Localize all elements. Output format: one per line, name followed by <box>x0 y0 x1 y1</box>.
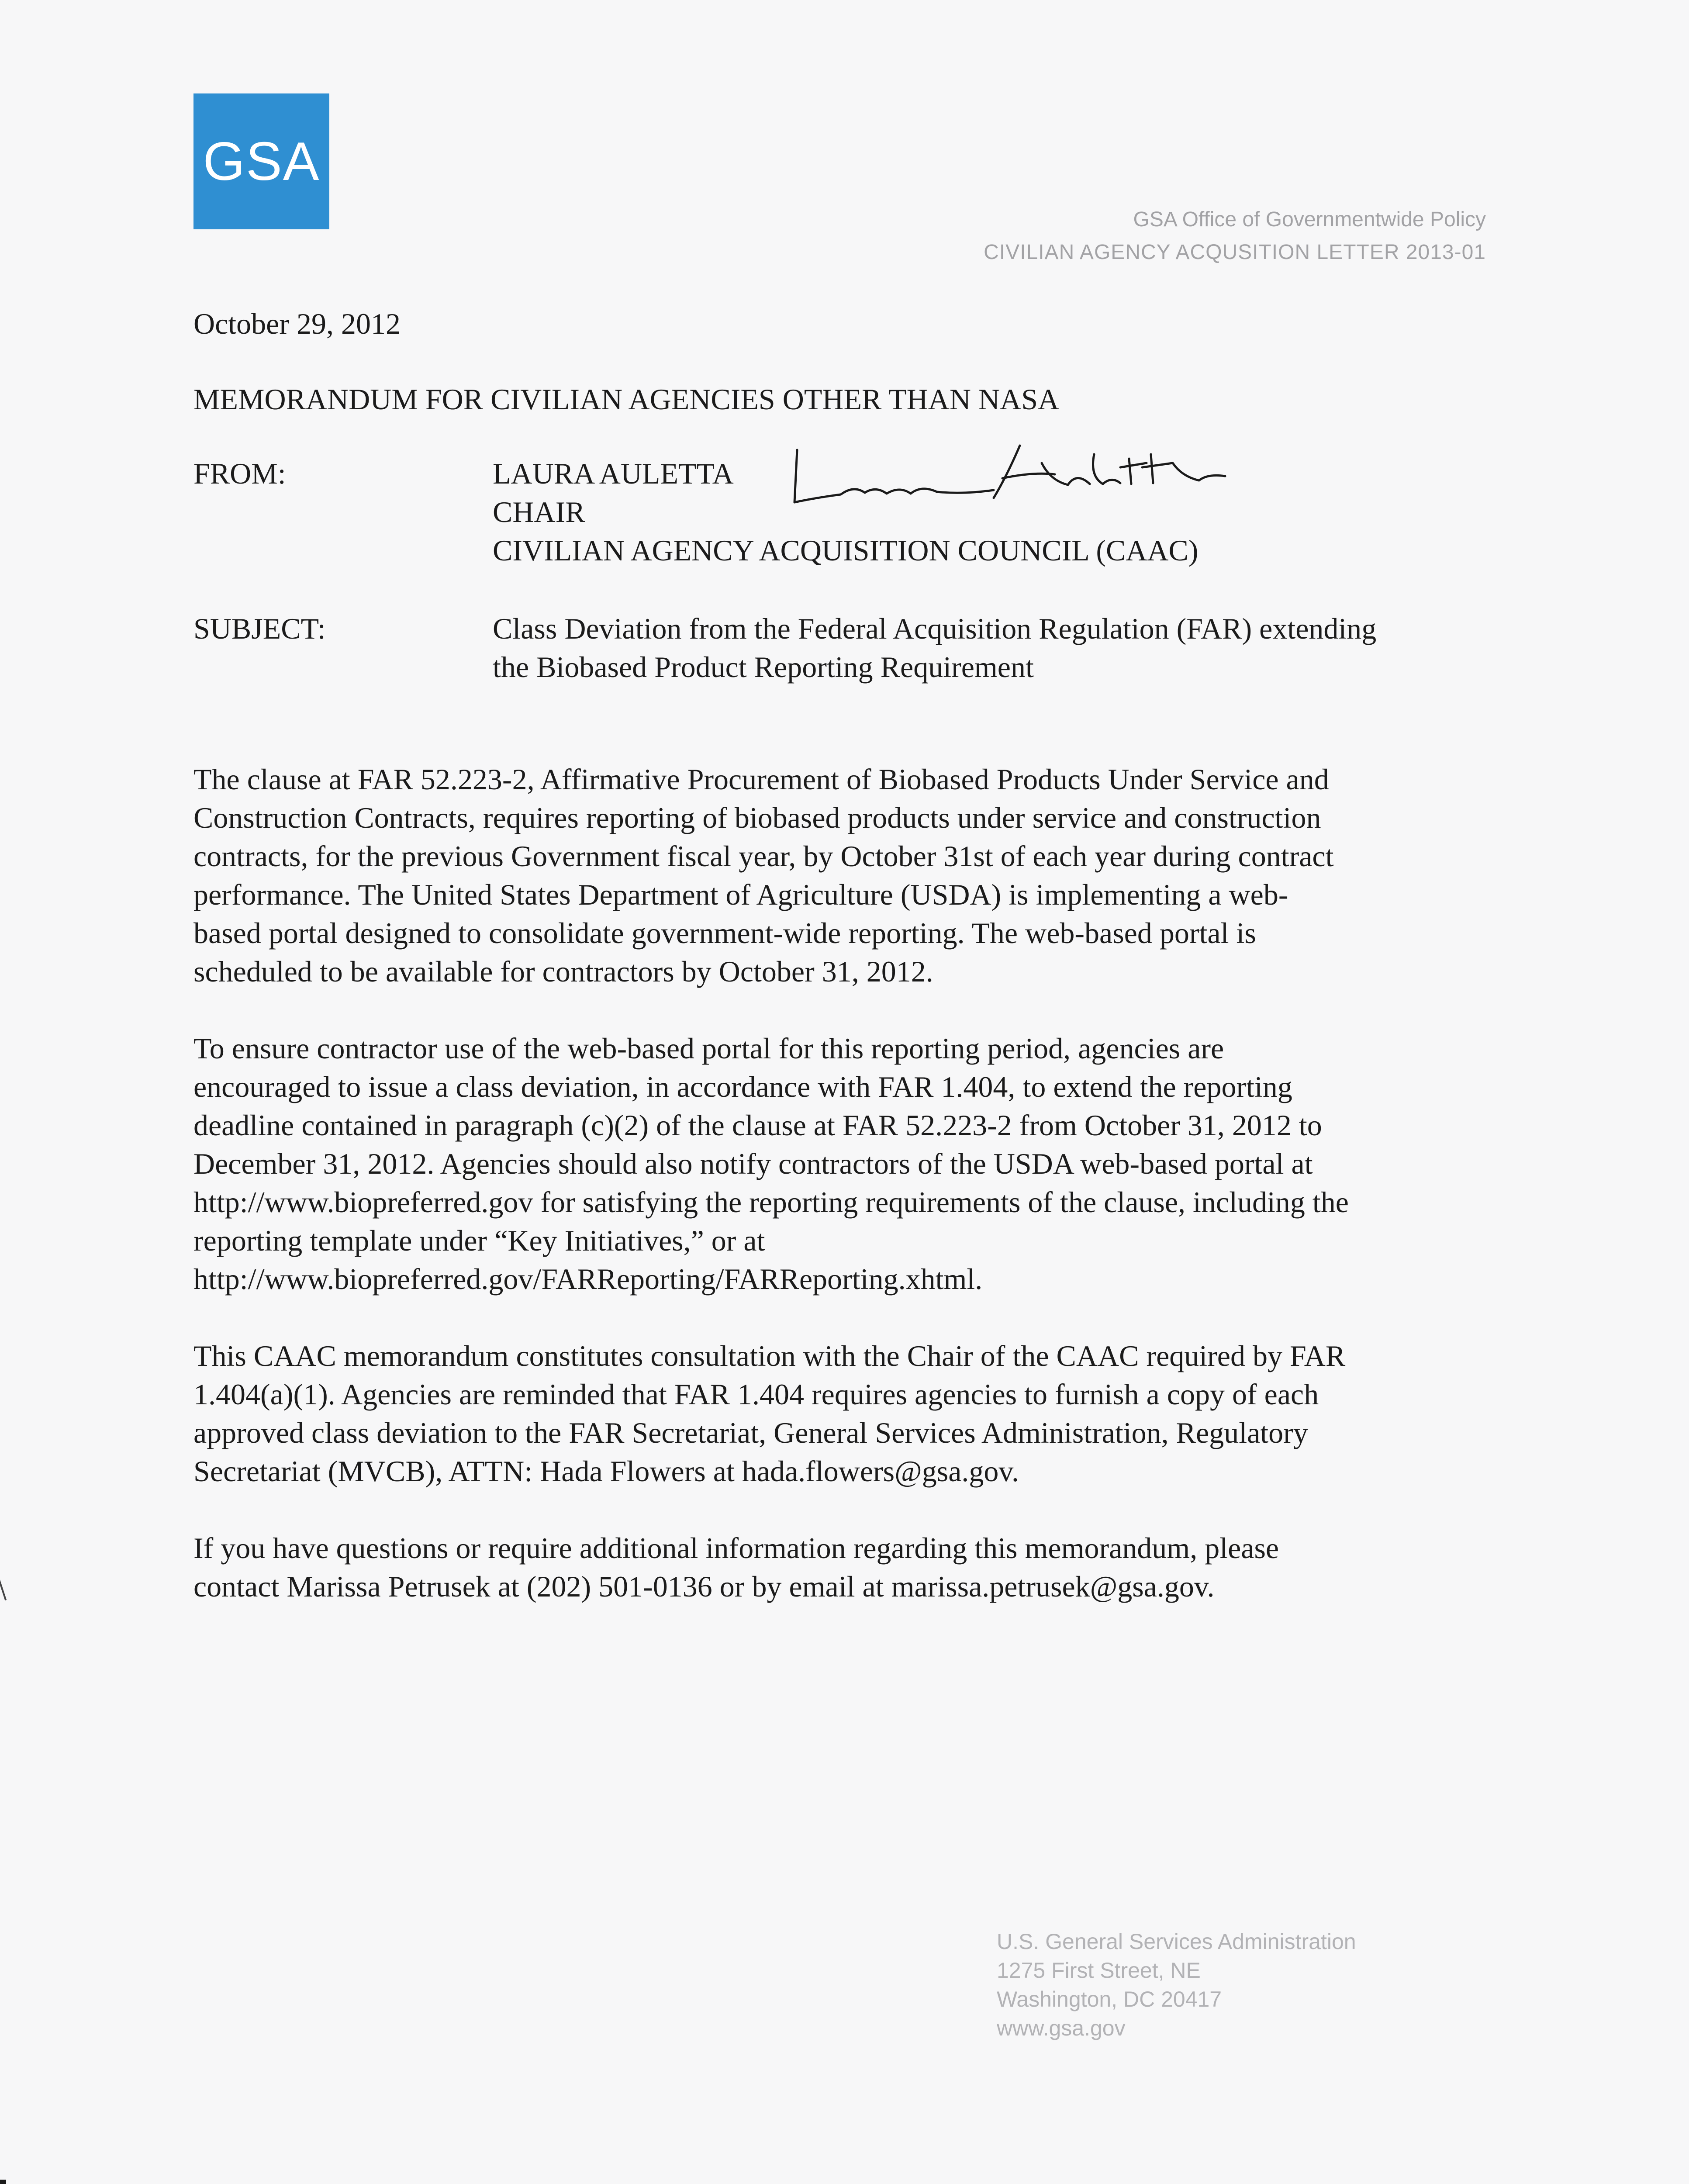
text-line: Secretariat (MVCB), ATTN: Hada Flowers at hada.flowers@gsa.gov. <box>193 1455 1019 1488</box>
text-line: approved class deviation to the FAR Secretariat, General Services Administration, Regulatory <box>193 1416 1308 1449</box>
subject-label: SUBJECT: <box>193 612 326 645</box>
text-line: performance. The United States Department of Agriculture (USDA) is implementing a web- <box>193 878 1288 911</box>
text-line: To ensure contractor use of the web-based portal for this reporting period, agencies are <box>193 1032 1224 1065</box>
office-header <box>984 203 1486 269</box>
subject-line: the Biobased Product Reporting Requirement <box>493 650 1034 684</box>
footer-website: www.gsa.gov <box>997 2016 1126 2040</box>
from-organization: CIVILIAN AGENCY ACQUISITION COUNCIL (CAAC) <box>493 534 1199 567</box>
text-line: encouraged to issue a class deviation, in accordance with FAR 1.404, to extend the reporting <box>193 1070 1292 1103</box>
subject-line: Class Deviation from the Federal Acquisition Regulation (FAR) extending <box>493 612 1377 645</box>
text-line: deadline contained in paragraph (c)(2) of the clause at FAR 52.223-2 from October 31, 2012 to <box>193 1109 1322 1142</box>
text-line: December 31, 2012. Agencies should also notify contractors of the USDA web-based portal at <box>193 1147 1313 1180</box>
memo-date: October 29, 2012 <box>193 307 401 340</box>
letter-identifier: CIVILIAN AGENCY ACQUSITION LETTER 2013-01 <box>984 241 1486 264</box>
paragraph-consultation <box>193 1337 1495 1490</box>
signature <box>788 437 1251 507</box>
from-title: CHAIR <box>493 495 585 529</box>
gsa-logo: GSA <box>193 93 329 229</box>
text-line: 1.404(a)(1). Agencies are reminded that FAR 1.404 requires agencies to furnish a copy of each <box>193 1378 1319 1411</box>
text-line: If you have questions or require additional information regarding this memorandum, please <box>193 1531 1279 1565</box>
footer-street: 1275 First Street, NE <box>997 1958 1201 1983</box>
text-line: scheduled to be available for contractors by October 31, 2012. <box>193 955 933 988</box>
text-line: http://www.biopreferred.gov/FARReporting/FARReporting.xhtml. <box>193 1262 983 1296</box>
text-line: contact Marissa Petrusek at (202) 501-0136 or by email at marissa.petrusek@gsa.gov. <box>193 1570 1215 1603</box>
paragraph-contact <box>193 1529 1495 1606</box>
memo-recipient: MEMORANDUM FOR CIVILIAN AGENCIES OTHER THAN NASA <box>193 383 1060 416</box>
footer-city: Washington, DC 20417 <box>997 1987 1222 2011</box>
paragraph-class-deviation <box>193 1029 1495 1298</box>
text-line: reporting template under “Key Initiatives,” or at <box>193 1224 765 1257</box>
from-name: LAURA AULETTA <box>493 457 734 490</box>
scan-edge-mark <box>0 1575 7 1600</box>
text-line: http://www.biopreferred.gov for satisfying the reporting requirements of the clause, including the <box>193 1185 1349 1219</box>
from-label: FROM: <box>193 457 286 490</box>
text-line: contracts, for the previous Government fiscal year, by October 31st of each year during contract <box>193 840 1334 873</box>
text-line: The clause at FAR 52.223-2, Affirmative Procurement of Biobased Products Under Service and <box>193 763 1329 796</box>
footer-address <box>997 1927 1356 2042</box>
footer-agency: U.S. General Services Administration <box>997 1929 1356 1954</box>
scan-edge-bar <box>0 2180 6 2184</box>
subject-text <box>493 609 1376 686</box>
paragraph-biobased-clause <box>193 760 1495 991</box>
text-line: based portal designed to consolidate government-wide reporting. The web-based portal is <box>193 916 1256 950</box>
text-line: This CAAC memorandum constitutes consultation with the Chair of the CAAC required by FAR <box>193 1339 1346 1372</box>
office-name: GSA Office of Governmentwide Policy <box>1133 208 1486 231</box>
text-line: Construction Contracts, requires reporting of biobased products under service and construction <box>193 801 1321 834</box>
